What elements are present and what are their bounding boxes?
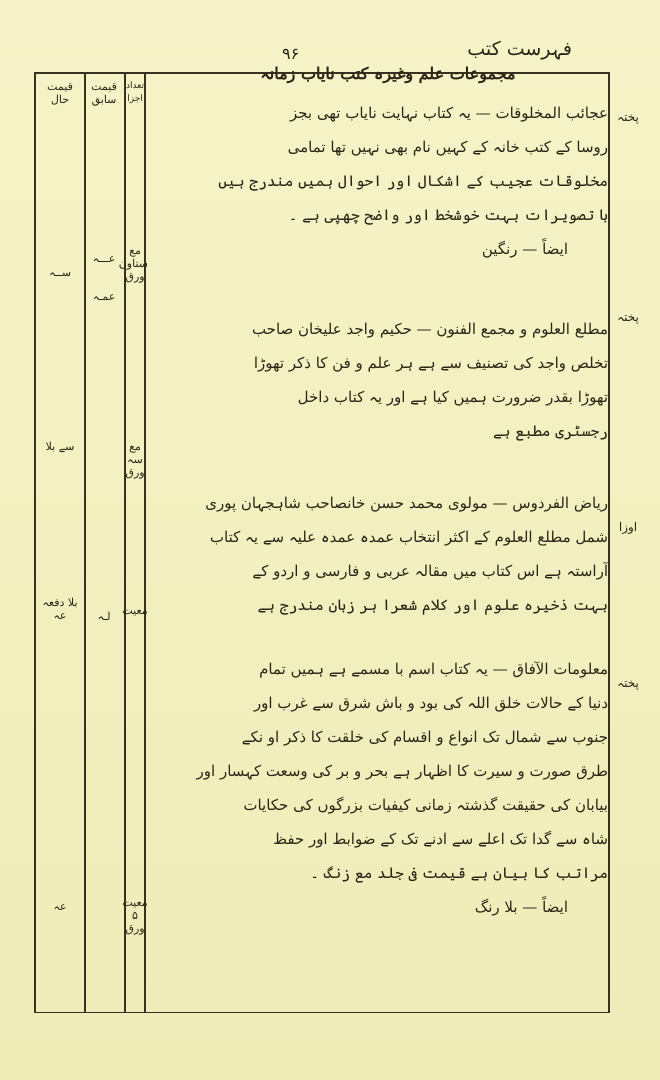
column-divider-2 [124,72,126,1012]
entry-2-line-2: تخلص واجد کی تصنیف سے ہے ہر علم و فن کا ذکر تھوڑا [253,354,608,372]
entry-1-line-4: با تصویرات بہت خوشخط اور واضح چھپی ہے ۔ [288,206,608,224]
table-border-right [608,72,610,1012]
entry-3-volumes: معیت [122,604,148,617]
entry-3-text [148,486,608,622]
table-bottom-rule [34,1012,610,1013]
entry-1-text [148,96,608,266]
entry-3-line-4: بہت ذخیرہ علوم اور کلام شعرا ہر زبان مندرج ہے [257,596,608,614]
page-number: ۹۶ [282,44,300,63]
entry-4-price-current: عہ [53,900,67,913]
entry-4-margin-note: پختہ [617,676,639,690]
entry-4-line-3: جنوب سے شمال تک انواع و اقسام کی خلقت کا ذکر او نکے [241,728,608,746]
entry-3-line-1: ریاض الفردوس — مولوی محمد حسن خانصاحب شاہجہان پوری [205,494,608,512]
section-heading: مجموعات علم وغیرہ کتب نایاب زمانہ [260,64,516,83]
entry-2-price-previous: عمـہ [92,290,116,303]
entry-2-text [148,312,608,448]
entry-1-price-current: ســہ [48,266,72,279]
entry-3-price-current: بلا دفعہ عہ [42,596,78,622]
column-divider-3 [144,72,146,1012]
entry-4-volumes: معیت ۵ ورق [122,896,148,935]
entry-2-line-4: رجسٹری مطبع ہے [492,422,608,440]
entry-3-margin-note: اوزا [618,520,638,534]
entry-1-line-2: روسا کے کتب خانہ کے کہیں نام بھی نہیں تھا تمامی [287,138,608,156]
entry-1-line-3: مخلوقات عجیب کے اشکال اور احوال ہمیں مندرج ہیں [218,172,608,190]
entry-1-margin-note: پختہ [617,110,639,124]
entry-2-volumes: مع سہ ورق [125,440,145,479]
column-header-volumes: تعداد اجزا [125,81,145,104]
entry-2-margin-note: پختہ [617,310,639,324]
entry-1-price-previous: عـــہ [92,252,116,265]
column-header-price-current: قیمت حال [47,80,73,106]
entry-3-line-2: شمل مطلع العلوم کے اکثر انتخاب عمدہ عمدہ علیہ سے یہ کتاب [209,528,608,546]
entry-4-line-2: دنیا کے حالات خلق اللہ کی بود و باش شرق سے غرب اور [253,694,608,712]
entry-2-price-current: سے بلا [45,440,75,453]
table-border-left [34,72,36,1012]
entry-4-line-7: مراتب کا بیان ہے قیمت فی جلد مع زنگ ۔ [310,864,608,882]
entry-4-line-6: شاہ سے گدا تک اعلے سے ادنے تک کے ضوابط اور حفظ [273,830,608,848]
entry-1-line-1: عجائب المخلوقات — یہ کتاب نہایت نایاب تھی بجز [289,104,608,122]
entry-4-line-1: معلومات الآفاق — یہ کتاب اسم با مسمے ہے ہمیں تمام [259,660,608,678]
column-divider-1 [84,72,86,1012]
entry-4-text [148,652,608,924]
column-header-price-previous: قیمت سابق [91,80,117,106]
entry-4-line-8: ایضاً — بلا رنگ [474,898,568,916]
entry-4-line-4: طرق صورت و سیرت کا اظہار ہے بحر و بر کی وسعت کہسار اور [196,762,608,780]
page-header-title: فہرست کتب [467,38,572,60]
entry-4-line-5: بیابان کی حقیقت گذشتہ زمانی کیفیات بزرگوں کی حکایات [243,796,608,814]
entry-3-price-previous: لـہ [97,610,111,623]
entry-1-line-5: ایضاً — رنگین [481,240,568,258]
entry-2-line-1: مطلع العلوم و مجمع الفنون — حکیم واجد علیخان صاحب [251,320,608,338]
entry-1-volumes: مع ستاون ورق [118,244,148,283]
entry-2-line-3: تھوڑا بقدر ضرورت ہمیں کیا ہے اور یہ کتاب داخل [297,388,608,406]
entry-3-line-3: آراستہ ہے اس کتاب میں مقالہ عربی و فارسی و اردو کے [252,562,608,580]
